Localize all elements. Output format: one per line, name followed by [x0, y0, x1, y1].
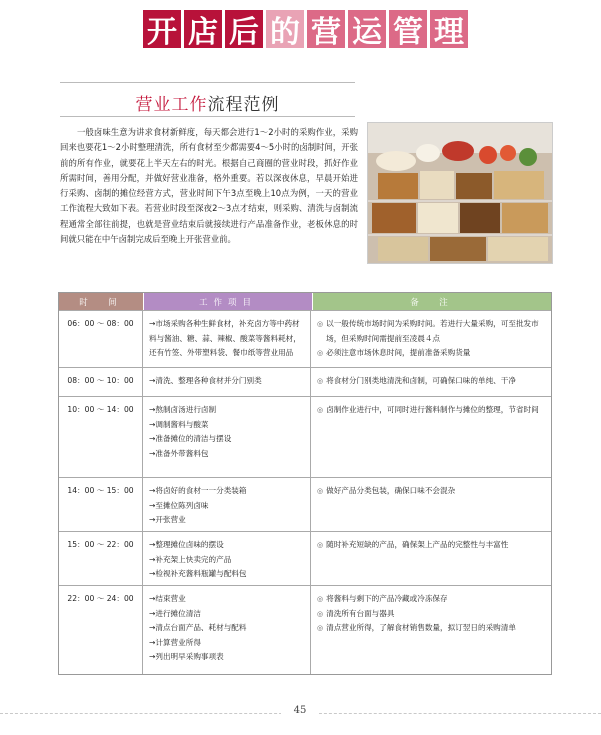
work-item: →检视补充酱料瓶罐与配料包 — [149, 569, 247, 578]
note-text: 清洗所有台面与器具 — [326, 608, 395, 618]
title-char: 管 — [389, 10, 427, 48]
table-row — [59, 310, 551, 367]
table-row — [59, 585, 551, 674]
row-note — [311, 311, 551, 367]
circle-bullet-icon: ◎ — [317, 406, 324, 414]
circle-bullet-icon: ◎ — [317, 624, 324, 632]
row-note — [311, 368, 551, 396]
work-item: →至摊位陈列卤味 — [149, 500, 209, 510]
note-item — [317, 403, 545, 418]
workflow-table — [58, 292, 552, 675]
circle-bullet-icon: ◎ — [317, 609, 324, 618]
section-title-red: 营业工作 — [135, 95, 208, 115]
food-photo-illustration — [368, 123, 552, 263]
work-item: →列出明早采购事项表 — [149, 652, 224, 661]
circle-bullet-icon: ◎ — [317, 595, 324, 603]
title-char: 店 — [184, 10, 222, 48]
work-item: →整理摊位卤味的摆设 — [149, 540, 224, 549]
note-text: 清点营业所得，了解食材销售数量，拟订翌日的采购清单 — [326, 623, 516, 632]
header-time: 时 间 — [59, 293, 143, 310]
note-item — [317, 317, 545, 346]
title-char: 后 — [225, 10, 263, 48]
row-note — [311, 532, 551, 585]
row-time: 10：00 ～ 14：00 — [59, 397, 143, 477]
circle-bullet-icon: ◎ — [317, 487, 324, 495]
note-text: 做好产品分类包装，确保口味不会混杂 — [326, 486, 456, 495]
note-item — [317, 346, 545, 361]
row-work — [143, 478, 311, 531]
note-item — [317, 538, 545, 553]
work-item: →结束营业 — [149, 594, 186, 603]
circle-bullet-icon: ◎ — [317, 377, 324, 385]
row-time: 06：00 ～ 08：00 — [59, 311, 143, 367]
note-text: 必须注意市场休息时间，提前准备采购货量 — [326, 348, 471, 357]
title-char: 开 — [143, 10, 181, 48]
note-item — [317, 592, 545, 607]
section-rule-bottom — [60, 116, 355, 117]
row-time: 14：00 ～ 15：00 — [59, 478, 143, 531]
row-time: 22：00 ～ 24：00 — [59, 586, 143, 674]
work-item: →将卤好的食材一一分类装箱 — [149, 486, 247, 495]
circle-bullet-icon: ◎ — [317, 541, 324, 549]
work-item: →进行摊位清洁 — [149, 608, 201, 618]
table-body — [59, 310, 551, 674]
title-char: 的 — [266, 10, 304, 48]
note-text: 将食材分门别类地清洗和卤制，可确保口味的单纯、干净 — [326, 376, 516, 385]
section-title-dark: 流程范例 — [207, 95, 280, 115]
work-item: →调制酱料与酸菜 — [149, 419, 209, 429]
circle-bullet-icon: ◎ — [317, 320, 324, 328]
note-text: 卤制作业进行中，可同时进行酱料制作与摊位的整理，节省时间 — [326, 405, 539, 414]
note-item — [317, 621, 545, 636]
table-header — [59, 293, 551, 310]
row-time: 08：00 ～ 10：00 — [59, 368, 143, 396]
page-number: 45 — [281, 705, 319, 716]
table-row — [59, 477, 551, 531]
table-row — [59, 531, 551, 585]
work-item: →计算营业所得 — [149, 637, 201, 647]
row-work — [143, 397, 311, 477]
note-text: 将酱料与剩下的产品冷藏或冷冻保存 — [326, 594, 448, 603]
note-item — [317, 607, 545, 622]
food-photo — [367, 122, 553, 264]
header-work: 工作项目 — [143, 293, 312, 310]
work-item: →补充架上快卖完的产品 — [149, 554, 232, 564]
circle-bullet-icon: ◎ — [317, 349, 324, 357]
section-title — [60, 90, 355, 115]
row-work — [143, 311, 311, 367]
intro-paragraph: 一般卤味生意为讲求食材新鲜度，每天都会进行1～2小时的采购作业，采购回来也要花1～2小时整理清洗，所有食材至少都需要4～5小时的卤制时间，开张前的所有作业，就要花上半天左右的时光。根据自己商圈的营业时段，抓好作业所需时间，善用分配，并做好营业准备，格外重要。若以深夜休息，早晨开始进行采购、卤制的摊位经营方式，营业时间下午3点至晚上10点为例，一天的营业工作流程大致如下表。若营业时段至深夜2～3点才结束，则采购、清洗与卤制流程通常全部往前提，也就是营业结束后就接续进行产品准备作业，老板休息的时间就只能在中午卤制完成后至晚上开张营业前。 — [60, 127, 358, 245]
row-note — [311, 478, 551, 531]
note-text: 随时补充短缺的产品，确保架上产品的完整性与丰富性 — [326, 540, 509, 549]
table-row — [59, 367, 551, 396]
title-char: 运 — [348, 10, 386, 48]
page-title-banner — [143, 10, 471, 48]
row-work — [143, 532, 311, 585]
note-item — [317, 374, 545, 389]
table-row — [59, 396, 551, 477]
note-text: 以一般传统市场时间为采购时间。若进行大量采购，可至批发市场，但采购时间需提前至凌晨４点 — [326, 319, 539, 343]
note-item — [317, 484, 545, 499]
row-time: 15：00 ～ 22：00 — [59, 532, 143, 585]
row-work — [143, 586, 311, 674]
work-item: →开张营业 — [149, 515, 186, 524]
row-note — [311, 586, 551, 674]
work-item: →准备外带酱料包 — [149, 448, 209, 458]
work-item: →市场采购各种生鲜食材，补充卤方等中药材料与酱油、糖、蒜、辣椒、酸菜等酱料耗材，还有竹签、外带塑料袋、餐巾纸等营业用品 — [149, 319, 301, 357]
row-note — [311, 397, 551, 477]
work-item: →清点台面产品、耗材与配料 — [149, 623, 247, 632]
work-item: →清洗、整理各种食材并分门别类 — [149, 376, 262, 385]
row-work — [143, 368, 311, 396]
work-item: →熬制卤汤进行卤制 — [149, 405, 217, 414]
section-rule-top — [60, 82, 355, 83]
work-item: →准备摊位的清洁与摆设 — [149, 434, 232, 443]
header-note: 备 注 — [312, 293, 551, 310]
title-char: 营 — [307, 10, 345, 48]
title-char: 理 — [430, 10, 468, 48]
